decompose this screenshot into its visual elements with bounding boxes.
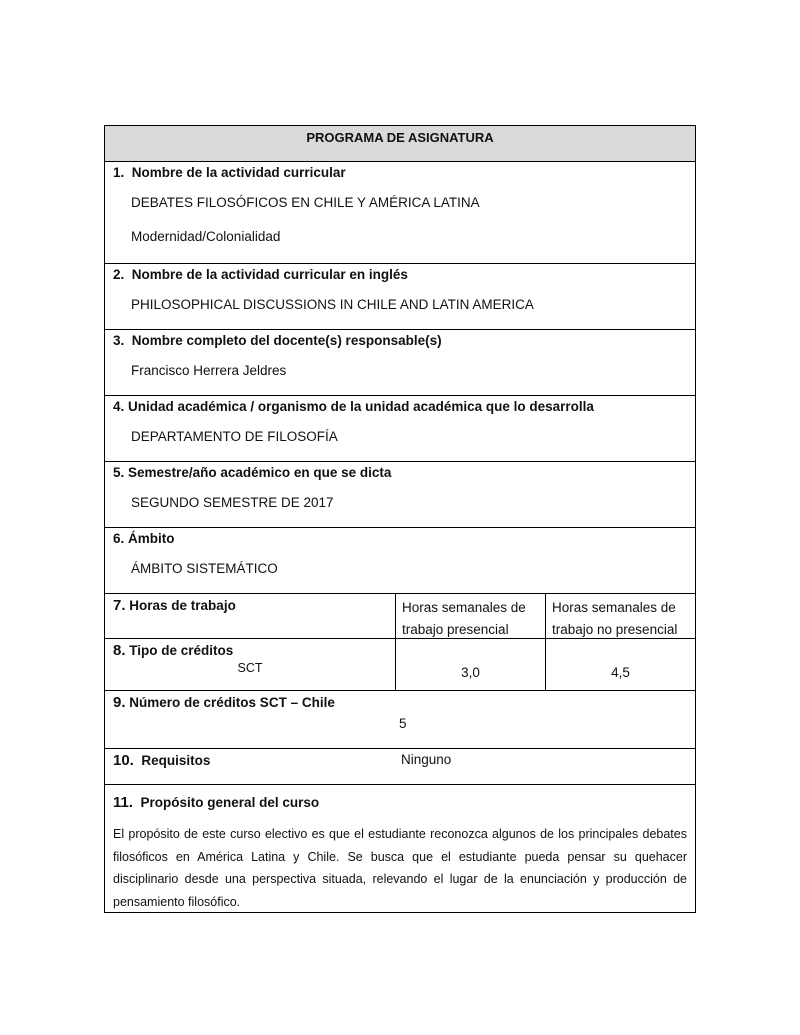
section-5-label: 5. Semestre/año académico en que se dicta xyxy=(113,465,392,480)
section-6-value: ÁMBITO SISTEMÁTICO xyxy=(131,561,278,576)
section-8-presencial-cell xyxy=(395,639,545,690)
section-4-label: 4. Unidad académica / organismo de la unidad académica que lo desarrolla xyxy=(113,399,594,414)
section-8-no-presencial-hours: 4,5 xyxy=(611,665,630,680)
section-1-value-subtitle: Modernidad/Colonialidad xyxy=(131,229,281,244)
section-8-label: 8. Tipo de créditos xyxy=(113,642,234,659)
section-10-requirements xyxy=(105,749,695,785)
section-7-no-presencial-header-cell xyxy=(545,594,695,638)
section-1-activity-name xyxy=(105,162,695,264)
section-9-label: 9. Número de créditos SCT – Chile xyxy=(113,694,335,711)
section-3-label: 3. Nombre completo del docente(s) responsable(s) xyxy=(113,333,442,348)
section-7-work-hours xyxy=(105,594,695,639)
section-4-value: DEPARTAMENTO DE FILOSOFÍA xyxy=(131,429,338,444)
section-8-no-presencial-cell xyxy=(545,639,695,690)
section-2-label: 2. Nombre de la actividad curricular en inglés xyxy=(113,267,408,282)
section-7-no-presencial-header: Horas semanales de trabajo no presencial xyxy=(552,600,678,637)
section-7-presencial-header-cell xyxy=(395,594,545,638)
section-5-value: SEGUNDO SEMESTRE DE 2017 xyxy=(131,495,334,510)
section-10-label: 10. Requisitos xyxy=(113,752,211,769)
course-program-form xyxy=(104,125,696,913)
section-1-value-title: DEBATES FILOSÓFICOS EN CHILE Y AMÉRICA LATINA xyxy=(131,195,480,210)
form-title: PROGRAMA DE ASIGNATURA xyxy=(306,130,494,145)
section-3-instructor xyxy=(105,330,695,396)
section-7-label-cell xyxy=(105,594,395,638)
section-9-credit-count xyxy=(105,691,695,749)
section-4-academic-unit xyxy=(105,396,695,462)
section-3-value: Francisco Herrera Jeldres xyxy=(131,363,287,378)
section-2-value: PHILOSOPHICAL DISCUSSIONS IN CHILE AND LATIN AMERICA xyxy=(131,297,534,312)
section-9-value: 5 xyxy=(399,716,407,731)
section-8-credit-type xyxy=(105,639,695,691)
section-10-value: Ninguno xyxy=(401,752,452,767)
section-8-value: SCT xyxy=(237,661,263,675)
section-6-scope xyxy=(105,528,695,594)
section-2-english-name xyxy=(105,264,695,330)
section-5-semester xyxy=(105,462,695,528)
form-title-row xyxy=(105,126,695,162)
section-1-label: 1. Nombre de la actividad curricular xyxy=(113,165,346,180)
section-7-presencial-header: Horas semanales de trabajo presencial xyxy=(402,600,526,637)
section-6-label: 6. Ámbito xyxy=(113,531,175,546)
section-11-course-purpose xyxy=(105,785,695,912)
section-8-presencial-hours: 3,0 xyxy=(461,665,480,680)
section-7-label: 7. Horas de trabajo xyxy=(113,597,236,614)
section-11-value: El propósito de este curso electivo es que el estudiante reconozca algunos de los principales debates filosóficos en América Latina y Chile. Se busca que el estudiante pueda pensar su quehacer disciplinario desde una perspectiva situada, relevando el lugar de la enunciación y producción de pensamiento filosófico. xyxy=(113,827,687,909)
section-11-label: 11. Propósito general del curso xyxy=(113,794,320,811)
section-8-label-cell xyxy=(105,639,395,690)
